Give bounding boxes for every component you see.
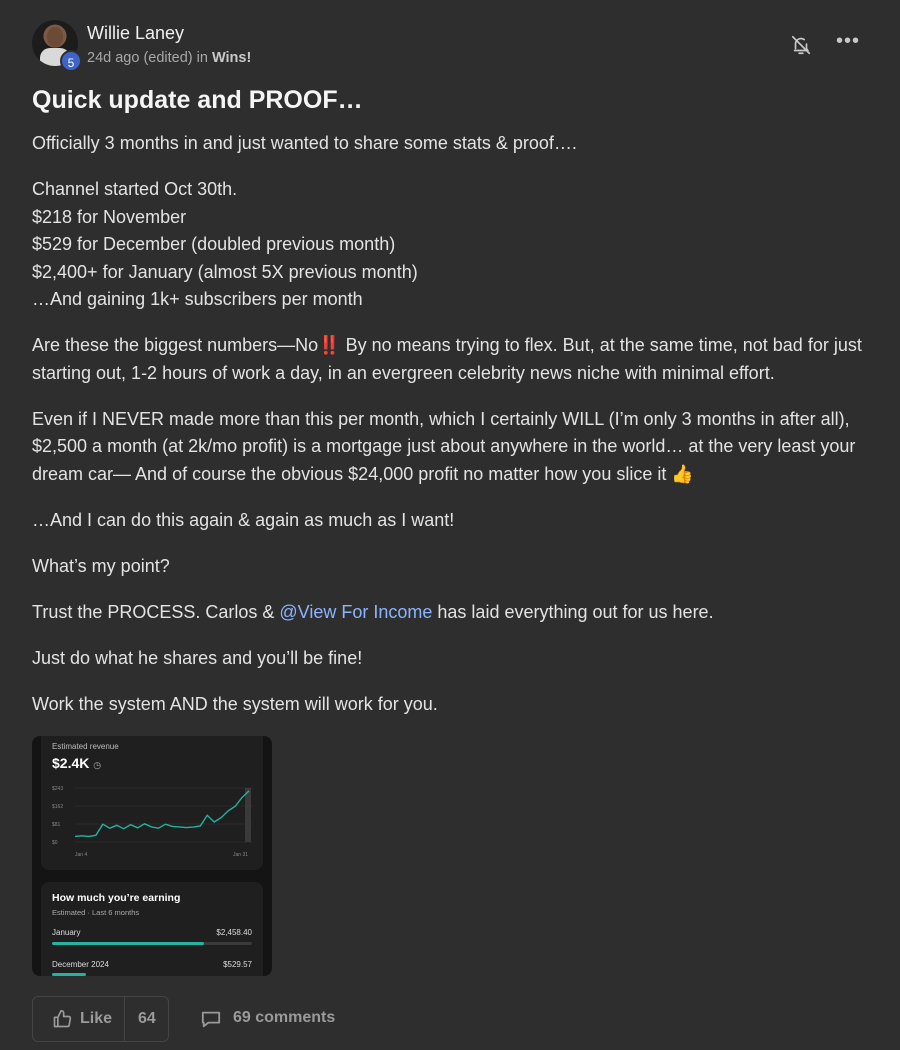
thumbs-up-emoji: 👍 xyxy=(671,463,694,484)
y-tick-label: $162 xyxy=(52,804,64,810)
revenue-label: Estimated revenue xyxy=(52,742,119,751)
like-count[interactable]: 64 xyxy=(138,1010,156,1027)
attachment-image[interactable] xyxy=(32,736,272,976)
stat-line: Channel started Oct 30th. xyxy=(32,179,238,199)
paragraph: Even if I NEVER made more than this per month, which I certainly WILL (I’m only 3 months in after all), $2,500 a month (at 2k/mo profit) is a mortgage just about anywhere in the world… at the very least your dream car— And of course the obvious $24,000 profit no matter how you slice it 👍 xyxy=(32,408,856,484)
post-header xyxy=(32,20,860,70)
like-button[interactable] xyxy=(33,997,125,1041)
progress-fill xyxy=(52,973,86,976)
post-body xyxy=(32,130,872,737)
month-label: December 2024 xyxy=(52,960,109,969)
paragraph: Just do what he shares and you’ll be fine! xyxy=(32,647,363,668)
earning-subtitle: Estimated · Last 6 months xyxy=(52,908,140,917)
comments-count: 69 comments xyxy=(233,1009,336,1026)
y-tick-label: $81 xyxy=(52,822,61,828)
month-label: January xyxy=(52,928,81,937)
x-tick-label: Jan 4 xyxy=(75,852,88,858)
post-title: Quick update and PROOF… xyxy=(32,86,363,114)
month-value: $529.57 xyxy=(223,960,252,969)
revenue-chart xyxy=(41,776,263,866)
like-label: Like xyxy=(80,1010,113,1027)
comment-icon xyxy=(200,1009,222,1029)
stat-line: $2,400+ for January (almost 5X previous month) xyxy=(32,261,418,282)
post-meta xyxy=(87,50,251,66)
paragraph: What’s my point? xyxy=(32,555,170,576)
category-link[interactable]: Wins! xyxy=(211,50,252,66)
paragraph: Officially 3 months in and just wanted to share some stats & proof…. xyxy=(32,133,577,153)
paragraph: …And I can do this again & again as much as I want! xyxy=(32,509,455,530)
revenue-line xyxy=(75,791,249,837)
like-control xyxy=(32,996,169,1042)
progress-fill xyxy=(52,942,204,945)
earning-card xyxy=(41,882,263,976)
mention-link[interactable]: @View For Income xyxy=(279,601,433,622)
highlight-band xyxy=(245,788,251,842)
stat-line: $218 for November xyxy=(32,206,187,227)
stat-line: …And gaining 1k+ subscribers per month xyxy=(32,289,363,309)
paragraph: Trust the PROCESS. Carlos & @View For Income has laid everything out for us here. xyxy=(32,601,714,622)
thumbs-up-icon xyxy=(52,1009,72,1029)
month-value: $2,458.40 xyxy=(216,928,252,937)
bell-off-icon[interactable] xyxy=(790,34,812,56)
x-tick-label: Jan 31 xyxy=(233,852,249,858)
earning-title: How much you’re earning xyxy=(52,892,181,904)
paragraph: Are these the biggest numbers—No‼️ By no means trying to flex. But, at the same time, not bad for just starting out, 1-2 hours of work a day, in an evergreen celebrity news niche with minimal effort. xyxy=(32,335,862,383)
y-tick-label: $243 xyxy=(52,786,64,792)
author-name[interactable]: Willie Laney xyxy=(87,23,185,43)
progress-bar xyxy=(52,942,252,945)
stats-paragraph xyxy=(32,176,872,314)
y-tick-label: $0 xyxy=(52,840,58,846)
level-badge: 5 xyxy=(60,50,82,72)
more-horizontal-icon[interactable]: ••• xyxy=(836,30,861,52)
stat-line: $529 for December (doubled previous month) xyxy=(32,234,396,254)
revenue-card xyxy=(41,736,263,870)
paragraph: Work the system AND the system will work for you. xyxy=(32,693,438,714)
revenue-value: $2.4K ◷ xyxy=(52,755,102,771)
post-time: 24d ago (edited) in xyxy=(87,50,212,66)
double-exclamation-emoji: ‼️ xyxy=(318,335,341,355)
